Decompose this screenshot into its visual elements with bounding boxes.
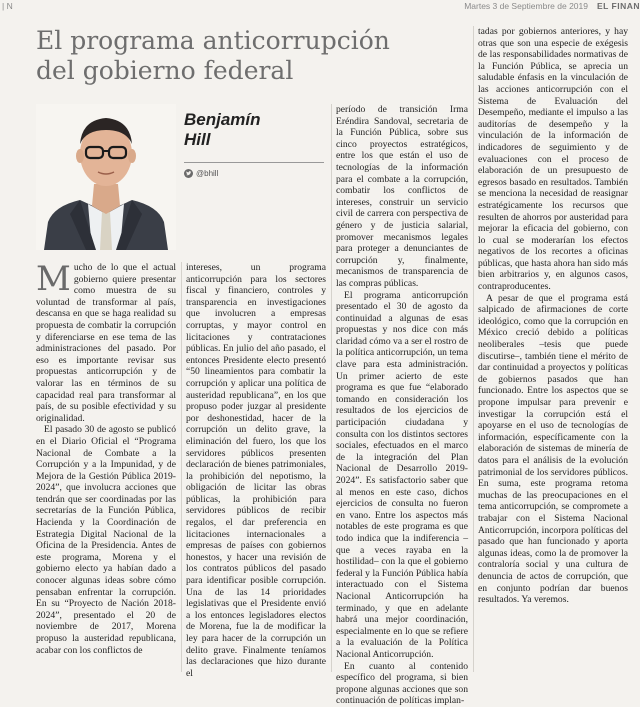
- article-column-3: [336, 104, 468, 707]
- author-portrait: [36, 104, 176, 250]
- twitter-handle: @bhill: [196, 169, 219, 178]
- article-column-4: [478, 26, 628, 606]
- twitter-icon: [184, 169, 193, 178]
- author-name-line: Benjamín: [184, 110, 261, 129]
- article-paragraph: A pesar de que el programa está salpicado de afirmaciones de corte ideológico, como que la corrupción en México creció debido a políticas neoliberales –tesis que puede discutirse–, también tiene el mérito de dar continuidad a proyectos y políticas de gobiernos pasados que han funcionado. Entre los aspectos que se propone impulsar para prevenir e investigar la corrupción está el apoyarse en el uso de tecnologías de información, específicamente con la elaboración de sistemas de minería de datos para el análisis de la evolución patrimonial de los servidores públicos. En suma, este programa retoma muchas de las preocupaciones en el tema anticorrupción, se compromete a trabajar con el Sistema Nacional Anticorrupción, incorpora políticas del pasado que han funcionado y aporta algunas ideas, como la de promover la contraloría social y una cultura de denuncia de actos de corrupción, que en conjunto podrían dar buenos resultados. Ya veremos.: [478, 292, 628, 606]
- publication-name: EL FINAN: [596, 1, 640, 11]
- article-title: [36, 26, 456, 86]
- article-column-2: [186, 262, 326, 679]
- article-paragraph: período de transición Irma Eréndira Sandoval, secretaria de la Función Pública, sobre sus cinco proyectos estratégicos, entre los que están el uso de tecnologías de la información para el combate a la corrupción, combatir los conflictos de intereses, construir un servicio civil de carrera con perspectiva de género y de justicia salarial, promover mecanismos legales para proteger a denunciantes de corrupción y, finalmente, mecanismos de transparencia de las compras públicas.: [336, 104, 468, 289]
- article-paragraph: intereses, un programa anticorrupción para los sectores fiscal y financiero, controles y transparencia en investigaciones que involucren a empresas corruptas, y mayor control en licitaciones y contrataciones públicas. En julio del año pasado, el entonces Presidente electo presentó “50 lineamientos para combatir la corrupción y aplicar una política de austeridad republicana”, en los que propuso poder juzgar al presidente por deshonestidad, hacer de la corrupción un delito grave, la eliminación del fuero, los que los servidores públicos presenten declaración de bienes patrimoniales, la prohibición del nepotismo, la obligación de licitar las obras públicas, la prohibición para servidores públicos de recibir regalos, el dar preferencia en licitaciones internacionales a empresas de países con gobiernos honestos, y hacer una revisión de los contratos públicos del pasado para identificar posible corrupción. Una de las 14 prioridades legislativas que el Presidente envió a los entonces legisladores electos de Morena, fue la de modificar la ley para hacer de la corrupción un delito grave. Finalmente teníamos las declaraciones que hizo durante el: [186, 262, 326, 679]
- author-name-line: Hill: [184, 130, 211, 149]
- issue-date: Martes 3 de Septiembre de 2019: [464, 1, 588, 11]
- article-title-line: El programa anticorrupción: [36, 26, 390, 55]
- article-paragraph: tadas por gobiernos anteriores, y hay otras que son una especie de exégesis de las responsabilidades normativas de la Función Pública, se aprecia un saludable énfasis en la vinculación de las acciones anticorrupción con el Sistema de Evaluación del Desempeño, mediante el impulso a las auditorías de desempeño y la vinculación de la información de indicadores de seguimiento y de evaluaciones con el proceso de elaboración de un presupuesto de egresos basado en resultados. También se menciona la necesidad de reasignar estratégicamente los recursos que resulten de ahorros por austeridad para mejorar la eficacia del gobierno, con lo cual se moderarían los efectos negativos de los recortes a oficinas públicas, que hasta ahora han sido más bien arbitrarios y, en algunos casos, contraproducentes.: [478, 26, 628, 293]
- page-header: [0, 0, 640, 13]
- column-divider: [181, 262, 182, 672]
- author-photo: [36, 104, 176, 250]
- column-divider: [473, 26, 474, 672]
- author-twitter[interactable]: [184, 169, 322, 178]
- article-paragraph: El pasado 30 de agosto se publicó en el Diario Oficial el “Programa Nacional de Combate a la Corrupción y a la Impunidad, y de Mejora de la Gestión Pública 2019-2024”, que involucra acciones que tendrán que ser coordinadas por las secretarías de la Función Pública, Hacienda y la Coordinación de Estrategia Digital Nacional de la Oficina de la Presidencia. Antes de este programa, Morena y el gobierno electo ya habían dado a conocer algunas ideas sobre cómo pensaban enfrentar la corrupción. En su “Proyecto de Nación 2018-2024”, presentado el 20 de noviembre de 2017, Morena propuso la austeridad republicana, acabar con los conflictos de: [36, 424, 176, 656]
- section-marker: | N: [2, 1, 13, 11]
- article-title-line: del gobierno federal: [36, 56, 294, 85]
- article-column-1: [36, 259, 176, 656]
- column-divider: [331, 104, 332, 672]
- article-paragraph: [36, 259, 176, 424]
- article-paragraph: En cuanto al contenido específico del programa, si bien propone algunas acciones que son continuación de políticas implan-: [336, 660, 468, 707]
- article-paragraph: El programa anticorrupción presentado el 30 de agosto da continuidad a algunas de esas propuestas y nos dice con más claridad cómo va a ser el rostro de la política anticorrupción, un tema clave para esta administración. Un primer acierto de este programa es que fue “elaborado tomando en consideración los resultados de los ejercicios de participación ciudadana y consulta con los distintos sectores sociales, efectuados en el marco de la integración del Plan Nacional de Desarrollo 2019-2024”. Es satisfactorio saber que al menos en este caso, dichos ejercicios de consulta no fueron en vano. Entre los aspectos más notables de este programa es que todo indica que la indiferencia –que a veces rayaba en la hostilidad– con la que el gobierno federal y la Función Pública había interactuado con el Sistema Nacional Anticorrupción ha terminado, y que en adelante habrá una mejor coordinación, especialmente en lo que se refiere a la evaluación de la Política Nacional Anticorrupción.: [336, 289, 468, 660]
- drop-cap: M: [36, 259, 71, 299]
- byline-divider: [184, 162, 324, 163]
- paragraph-text: ucho de lo que el actual gobierno quiere presentar como muestra de su voluntad de transformar al país, descansa en que se haga realidad su propuesta de combatir la corrupción y diferenciarse en ese tema de las administraciones del pasado. Por eso es importante revisar sus propuestas anticorrupción y de valorar las en términos de su capacidad real para transformar al país, de su posible efectividad y su originalidad.: [36, 262, 176, 424]
- author-byline: [184, 110, 322, 178]
- author-name: [184, 110, 322, 150]
